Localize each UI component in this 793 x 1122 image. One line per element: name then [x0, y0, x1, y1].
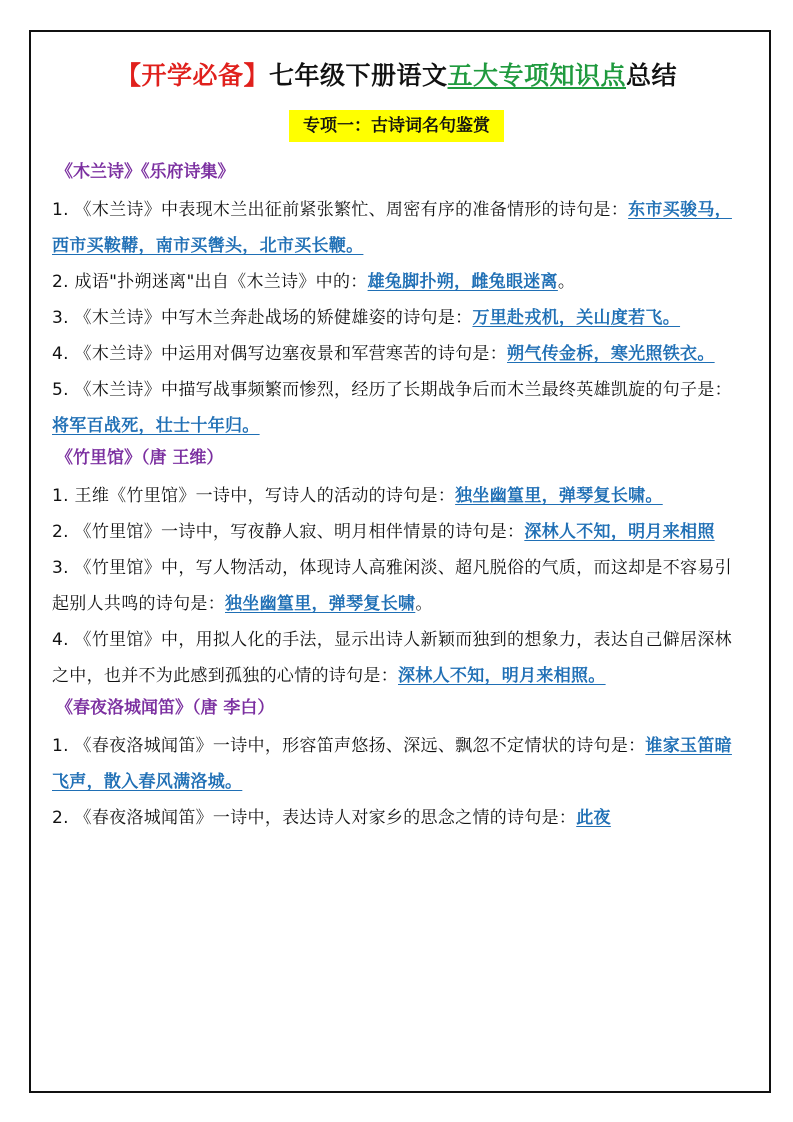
- question-item: [52, 550, 747, 622]
- title-grade: 七年级下册语文: [268, 61, 448, 90]
- question-item: [52, 192, 747, 264]
- question-text: 2. 《春夜洛城闻笛》一诗中，表达诗人对家乡的思念之情的诗句是：: [52, 808, 577, 828]
- title-prefix: 【开学必备】: [115, 61, 269, 90]
- question-item: [52, 264, 747, 300]
- banner-wrap: [0, 110, 793, 142]
- section-heading-chunye: 《春夜洛城闻笛》（唐 李白）: [56, 698, 275, 718]
- title-suffix: 总结: [626, 61, 678, 90]
- answer-text: 万里赴戎机，关山度若飞。: [472, 308, 681, 328]
- question-tail: 。: [557, 272, 576, 292]
- question-text: 3. 《木兰诗》中写木兰奔赴战场的矫健雄姿的诗句是：: [52, 308, 473, 328]
- question-item: [52, 622, 747, 694]
- answer-text: 深林人不知，明月来相照: [524, 522, 715, 542]
- answer-text: 谁家玉笛暗飞声，散入春风满洛城。: [52, 736, 732, 792]
- question-text: 5. 《木兰诗》中描写战事频繁而惨烈，经历了长期战争后而木兰最终英雄凯旋的句子是：: [52, 380, 732, 400]
- section-heading-zhuliguan: 《竹里馆》（唐 王维）: [56, 448, 224, 468]
- question-text: 2. 《竹里馆》一诗中，写夜静人寂、明月相伴情景的诗句是：: [52, 522, 525, 542]
- answer-text: 此夜: [576, 808, 611, 828]
- question-tail: 。: [415, 594, 433, 614]
- question-text: 1. 《春夜洛城闻笛》一诗中，形容笛声悠扬、深远、飘忽不定情状的诗句是：: [52, 736, 646, 756]
- answer-text: 朔气传金柝，寒光照铁衣。: [507, 344, 715, 364]
- section-banner: 专项一：古诗词名句鉴赏: [289, 110, 504, 142]
- question-text: 3. 《竹里馆》中，写人物活动，体现诗人高雅闲淡、超凡脱俗的气质，而这却是不容易引起别人共鸣的诗句是：: [52, 558, 732, 614]
- answer-text: 雄兔脚扑朔，雌兔眼迷离: [367, 272, 558, 292]
- question-item: [52, 478, 747, 514]
- question-item: [52, 300, 747, 336]
- question-item: [52, 800, 747, 836]
- title-highlight: 五大专项知识点: [447, 61, 627, 90]
- question-item: [52, 514, 747, 550]
- answer-text: 深林人不知，明月来相照。: [398, 666, 606, 686]
- question-text: 4. 《竹里馆》中，用拟人化的手法，显示出诗人新颖而独到的想象力，表达自己僻居深林之中，也并不为此感到孤独的心情的诗句是：: [52, 630, 732, 686]
- answer-text: 东市买骏马，西市买鞍鞯，南市买辔头，北市买长鞭。: [52, 200, 732, 256]
- question-text: 4. 《木兰诗》中运用对偶写边塞夜景和军营寒苦的诗句是：: [52, 344, 508, 364]
- answer-text: 将军百战死，壮士十年归。: [52, 416, 260, 436]
- question-item: [52, 372, 747, 444]
- section-heading-mulan: 《木兰诗》《乐府诗集》: [56, 162, 235, 182]
- page-title: [0, 58, 793, 94]
- question-item: [52, 336, 747, 372]
- content: [52, 158, 747, 836]
- question-text: 1. 王维《竹里馆》一诗中，写诗人的活动的诗句是：: [52, 486, 456, 506]
- question-item: [52, 728, 747, 800]
- answer-text: 独坐幽篁里，弹琴复长啸: [225, 594, 416, 614]
- question-text: 2. 成语"扑朔迷离"出自《木兰诗》中的：: [52, 272, 368, 292]
- question-text: 1. 《木兰诗》中表现木兰出征前紧张繁忙、周密有序的准备情形的诗句是：: [52, 200, 629, 220]
- answer-text: 独坐幽篁里，弹琴复长啸。: [455, 486, 663, 506]
